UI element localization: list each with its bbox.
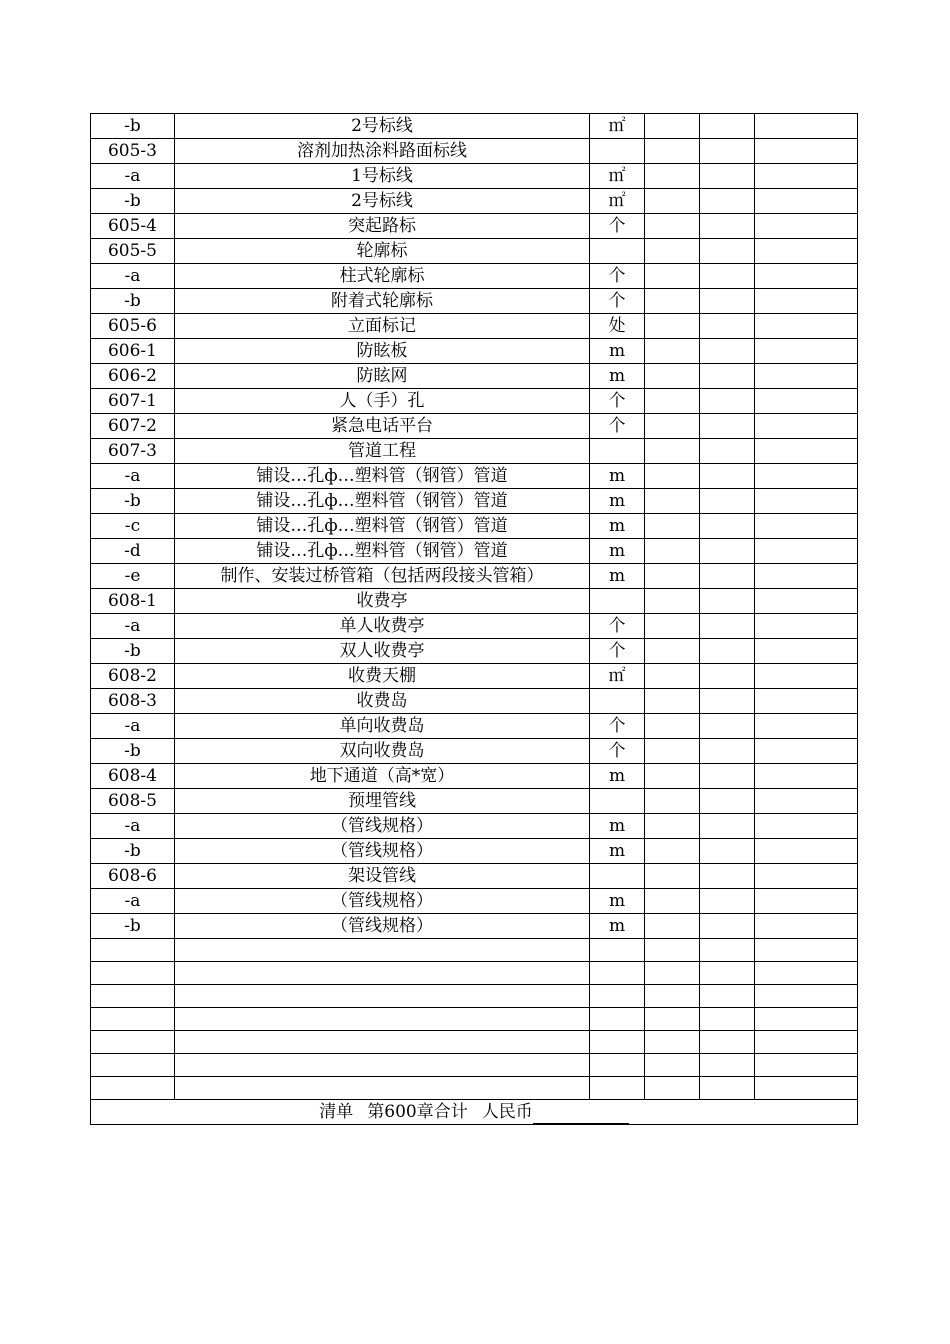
unit-price-cell — [700, 514, 755, 539]
table-row — [91, 414, 858, 439]
quantity-cell — [645, 564, 700, 589]
unit-cell: m — [590, 914, 645, 939]
quantity-cell — [645, 139, 700, 164]
amount-cell — [755, 514, 858, 539]
quantity-cell — [645, 264, 700, 289]
item-name-cell: 紧急电话平台 — [175, 414, 590, 439]
bill-of-quantities-table — [90, 113, 858, 1125]
unit-cell: m — [590, 514, 645, 539]
amount-cell — [755, 664, 858, 689]
item-name-cell: 收费亭 — [175, 589, 590, 614]
blank-cell — [590, 1054, 645, 1077]
blank-cell — [91, 985, 175, 1008]
amount-cell — [755, 489, 858, 514]
unit-cell: ㎡ — [590, 114, 645, 139]
table-row — [91, 289, 858, 314]
blank-cell — [590, 1008, 645, 1031]
blank-cell — [700, 985, 755, 1008]
item-name-cell: 单人收费亭 — [175, 614, 590, 639]
item-name-cell: 柱式轮廓标 — [175, 264, 590, 289]
amount-cell — [755, 364, 858, 389]
unit-cell: 个 — [590, 614, 645, 639]
blank-row — [91, 1008, 858, 1031]
blank-cell — [755, 962, 858, 985]
item-code-cell: 608-6 — [91, 864, 175, 889]
amount-cell — [755, 589, 858, 614]
item-name-cell: 2号标线 — [175, 114, 590, 139]
table-row — [91, 489, 858, 514]
blank-cell — [175, 939, 590, 962]
amount-cell — [755, 814, 858, 839]
unit-price-cell — [700, 339, 755, 364]
unit-cell: 个 — [590, 739, 645, 764]
table-row — [91, 539, 858, 564]
item-name-cell: 地下通道（高*宽） — [175, 764, 590, 789]
blank-cell — [700, 1054, 755, 1077]
amount-cell — [755, 314, 858, 339]
amount-cell — [755, 289, 858, 314]
amount-cell — [755, 114, 858, 139]
unit-cell: m — [590, 539, 645, 564]
blank-cell — [645, 1008, 700, 1031]
unit-price-cell — [700, 239, 755, 264]
unit-price-cell — [700, 114, 755, 139]
blank-cell — [175, 1008, 590, 1031]
quantity-cell — [645, 164, 700, 189]
unit-price-cell — [700, 489, 755, 514]
item-name-cell: 铺设…孔ф…塑料管（钢管）管道 — [175, 489, 590, 514]
unit-cell: m — [590, 814, 645, 839]
quantity-cell — [645, 864, 700, 889]
amount-cell — [755, 414, 858, 439]
total-row — [91, 1100, 858, 1125]
blank-cell — [755, 985, 858, 1008]
amount-cell — [755, 189, 858, 214]
blank-cell — [175, 1077, 590, 1100]
blank-cell — [175, 985, 590, 1008]
table-row — [91, 164, 858, 189]
quantity-cell — [645, 364, 700, 389]
item-name-cell: 铺设…孔ф…塑料管（钢管）管道 — [175, 514, 590, 539]
item-name-cell: 2号标线 — [175, 189, 590, 214]
item-code-cell: 608-1 — [91, 589, 175, 614]
unit-cell — [590, 789, 645, 814]
item-code-cell: 608-2 — [91, 664, 175, 689]
item-name-cell: 管道工程 — [175, 439, 590, 464]
table-row — [91, 889, 858, 914]
unit-price-cell — [700, 714, 755, 739]
unit-price-cell — [700, 389, 755, 414]
unit-cell: 个 — [590, 414, 645, 439]
total-cell — [91, 1100, 858, 1125]
amount-cell — [755, 214, 858, 239]
item-code-cell: -a — [91, 714, 175, 739]
blank-row — [91, 1031, 858, 1054]
quantity-cell — [645, 389, 700, 414]
blank-cell — [755, 1008, 858, 1031]
blank-cell — [700, 1008, 755, 1031]
unit-cell: 处 — [590, 314, 645, 339]
blank-row — [91, 962, 858, 985]
blank-row — [91, 985, 858, 1008]
item-name-cell: 防眩网 — [175, 364, 590, 389]
quantity-cell — [645, 889, 700, 914]
unit-cell — [590, 439, 645, 464]
unit-cell: m — [590, 464, 645, 489]
item-name-cell: 人（手）孔 — [175, 389, 590, 414]
table-row — [91, 564, 858, 589]
quantity-cell — [645, 414, 700, 439]
unit-cell: ㎡ — [590, 189, 645, 214]
unit-cell: m — [590, 839, 645, 864]
unit-cell: m — [590, 339, 645, 364]
quantity-cell — [645, 689, 700, 714]
item-name-cell: （管线规格） — [175, 814, 590, 839]
item-name-cell: （管线规格） — [175, 914, 590, 939]
quantity-cell — [645, 914, 700, 939]
unit-price-cell — [700, 564, 755, 589]
table-row — [91, 264, 858, 289]
unit-price-cell — [700, 539, 755, 564]
unit-price-cell — [700, 689, 755, 714]
item-code-cell: -c — [91, 514, 175, 539]
blank-cell — [755, 939, 858, 962]
quantity-cell — [645, 789, 700, 814]
blank-cell — [175, 1054, 590, 1077]
table-row — [91, 364, 858, 389]
blank-row — [91, 1077, 858, 1100]
item-code-cell: -b — [91, 914, 175, 939]
unit-price-cell — [700, 789, 755, 814]
unit-price-cell — [700, 864, 755, 889]
item-code-cell: -a — [91, 164, 175, 189]
unit-cell — [590, 239, 645, 264]
blank-cell — [755, 1054, 858, 1077]
blank-cell — [590, 1077, 645, 1100]
blank-cell — [590, 962, 645, 985]
item-name-cell: 立面标记 — [175, 314, 590, 339]
quantity-cell — [645, 314, 700, 339]
quantity-cell — [645, 189, 700, 214]
blank-cell — [645, 962, 700, 985]
quantity-cell — [645, 339, 700, 364]
blank-cell — [91, 1008, 175, 1031]
unit-cell: 个 — [590, 389, 645, 414]
item-name-cell: （管线规格） — [175, 839, 590, 864]
table-row — [91, 714, 858, 739]
unit-price-cell — [700, 139, 755, 164]
item-name-cell: 铺设…孔ф…塑料管（钢管）管道 — [175, 539, 590, 564]
table-row — [91, 339, 858, 364]
item-code-cell: 608-4 — [91, 764, 175, 789]
quantity-cell — [645, 464, 700, 489]
item-code-cell: 607-3 — [91, 439, 175, 464]
unit-price-cell — [700, 214, 755, 239]
blank-cell — [91, 1054, 175, 1077]
unit-cell — [590, 864, 645, 889]
quantity-cell — [645, 489, 700, 514]
blank-cell — [175, 1031, 590, 1054]
table-row — [91, 814, 858, 839]
blank-cell — [91, 962, 175, 985]
unit-price-cell — [700, 814, 755, 839]
blank-cell — [590, 939, 645, 962]
item-code-cell: 605-6 — [91, 314, 175, 339]
blank-cell — [91, 1031, 175, 1054]
quantity-cell — [645, 239, 700, 264]
table-row — [91, 864, 858, 889]
item-code-cell: -a — [91, 814, 175, 839]
item-name-cell: 防眩板 — [175, 339, 590, 364]
amount-cell — [755, 764, 858, 789]
unit-price-cell — [700, 914, 755, 939]
item-name-cell: 收费岛 — [175, 689, 590, 714]
unit-cell — [590, 689, 645, 714]
unit-cell: 个 — [590, 639, 645, 664]
blank-cell — [645, 985, 700, 1008]
blank-cell — [755, 1031, 858, 1054]
blank-row — [91, 1054, 858, 1077]
item-name-cell: （管线规格） — [175, 889, 590, 914]
table-row — [91, 764, 858, 789]
amount-cell — [755, 264, 858, 289]
quantity-cell — [645, 839, 700, 864]
item-code-cell: -d — [91, 539, 175, 564]
amount-cell — [755, 739, 858, 764]
unit-price-cell — [700, 414, 755, 439]
item-name-cell: 铺设…孔ф…塑料管（钢管）管道 — [175, 464, 590, 489]
table-row — [91, 139, 858, 164]
unit-cell: m — [590, 364, 645, 389]
item-name-cell: 制作、安装过桥管箱（包括两段接头管箱） — [175, 564, 590, 589]
quantity-cell — [645, 539, 700, 564]
unit-price-cell — [700, 614, 755, 639]
blank-cell — [645, 1031, 700, 1054]
amount-cell — [755, 864, 858, 889]
blank-cell — [91, 939, 175, 962]
quantity-cell — [645, 739, 700, 764]
unit-price-cell — [700, 164, 755, 189]
item-name-cell: 预埋管线 — [175, 789, 590, 814]
amount-cell — [755, 914, 858, 939]
amount-cell — [755, 564, 858, 589]
blank-cell — [645, 1077, 700, 1100]
amount-cell — [755, 789, 858, 814]
amount-cell — [755, 689, 858, 714]
quantity-cell — [645, 439, 700, 464]
item-name-cell: 双向收费岛 — [175, 739, 590, 764]
quantity-cell — [645, 614, 700, 639]
item-name-cell: 收费天棚 — [175, 664, 590, 689]
quantity-cell — [645, 764, 700, 789]
amount-cell — [755, 239, 858, 264]
item-code-cell: 605-3 — [91, 139, 175, 164]
quantity-cell — [645, 114, 700, 139]
unit-cell: 个 — [590, 214, 645, 239]
item-code-cell: -b — [91, 639, 175, 664]
unit-cell: m — [590, 489, 645, 514]
amount-cell — [755, 339, 858, 364]
table-row — [91, 689, 858, 714]
item-code-cell: -a — [91, 614, 175, 639]
blank-cell — [590, 1031, 645, 1054]
item-code-cell: 605-4 — [91, 214, 175, 239]
amount-cell — [755, 714, 858, 739]
table-row — [91, 589, 858, 614]
blank-cell — [645, 939, 700, 962]
item-code-cell: -a — [91, 889, 175, 914]
unit-cell: ㎡ — [590, 664, 645, 689]
item-code-cell: 607-2 — [91, 414, 175, 439]
item-name-cell: 附着式轮廓标 — [175, 289, 590, 314]
table-row — [91, 739, 858, 764]
unit-price-cell — [700, 264, 755, 289]
unit-price-cell — [700, 764, 755, 789]
table-row — [91, 664, 858, 689]
table-row — [91, 614, 858, 639]
item-name-cell: 突起路标 — [175, 214, 590, 239]
unit-cell: m — [590, 889, 645, 914]
amount-cell — [755, 889, 858, 914]
item-code-cell: 605-5 — [91, 239, 175, 264]
unit-cell: 个 — [590, 714, 645, 739]
table-row — [91, 314, 858, 339]
amount-cell — [755, 614, 858, 639]
table-row — [91, 639, 858, 664]
quantity-cell — [645, 514, 700, 539]
quantity-cell — [645, 814, 700, 839]
blank-cell — [175, 962, 590, 985]
item-name-cell: 溶剂加热涂料路面标线 — [175, 139, 590, 164]
total-label-list: 清单 — [319, 1102, 354, 1122]
amount-blank-line — [533, 1106, 629, 1124]
item-code-cell: -b — [91, 839, 175, 864]
blank-cell — [700, 939, 755, 962]
blank-cell — [700, 1031, 755, 1054]
table-row — [91, 389, 858, 414]
unit-price-cell — [700, 189, 755, 214]
table-row — [91, 839, 858, 864]
blank-cell — [755, 1077, 858, 1100]
amount-cell — [755, 139, 858, 164]
unit-price-cell — [700, 739, 755, 764]
item-code-cell: -b — [91, 189, 175, 214]
amount-cell — [755, 439, 858, 464]
item-code-cell: 608-3 — [91, 689, 175, 714]
unit-price-cell — [700, 639, 755, 664]
item-code-cell: -b — [91, 289, 175, 314]
table-row — [91, 464, 858, 489]
blank-cell — [700, 1077, 755, 1100]
item-code-cell: -e — [91, 564, 175, 589]
quantity-cell — [645, 214, 700, 239]
unit-price-cell — [700, 589, 755, 614]
amount-cell — [755, 164, 858, 189]
unit-price-cell — [700, 314, 755, 339]
amount-cell — [755, 839, 858, 864]
amount-cell — [755, 639, 858, 664]
item-code-cell: 606-2 — [91, 364, 175, 389]
item-code-cell: 607-1 — [91, 389, 175, 414]
unit-cell — [590, 589, 645, 614]
table-row — [91, 789, 858, 814]
table-row — [91, 114, 858, 139]
item-code-cell: -b — [91, 739, 175, 764]
blank-cell — [645, 1054, 700, 1077]
unit-cell: m — [590, 564, 645, 589]
unit-price-cell — [700, 364, 755, 389]
unit-price-cell — [700, 889, 755, 914]
item-name-cell: 单向收费岛 — [175, 714, 590, 739]
table-row — [91, 189, 858, 214]
blank-cell — [700, 962, 755, 985]
total-label-currency: 人民币 — [481, 1102, 533, 1122]
item-name-cell: 双人收费亭 — [175, 639, 590, 664]
quantity-cell — [645, 664, 700, 689]
amount-cell — [755, 464, 858, 489]
unit-cell — [590, 139, 645, 164]
amount-cell — [755, 389, 858, 414]
table-row — [91, 514, 858, 539]
item-name-cell: 架设管线 — [175, 864, 590, 889]
table-row — [91, 214, 858, 239]
quantity-cell — [645, 714, 700, 739]
unit-cell: 个 — [590, 289, 645, 314]
unit-cell: m — [590, 764, 645, 789]
unit-cell: 个 — [590, 264, 645, 289]
table-row — [91, 914, 858, 939]
item-name-cell: 轮廓标 — [175, 239, 590, 264]
unit-price-cell — [700, 439, 755, 464]
total-label-chapter: 第600章合计 — [367, 1102, 468, 1122]
item-code-cell: -a — [91, 464, 175, 489]
item-code-cell: 608-5 — [91, 789, 175, 814]
amount-cell — [755, 539, 858, 564]
unit-cell: ㎡ — [590, 164, 645, 189]
blank-cell — [590, 985, 645, 1008]
table-row — [91, 239, 858, 264]
table-row — [91, 439, 858, 464]
blank-row — [91, 939, 858, 962]
unit-price-cell — [700, 464, 755, 489]
quantity-cell — [645, 639, 700, 664]
blank-cell — [91, 1077, 175, 1100]
unit-price-cell — [700, 839, 755, 864]
unit-price-cell — [700, 289, 755, 314]
item-code-cell: -b — [91, 489, 175, 514]
quantity-cell — [645, 589, 700, 614]
item-code-cell: 606-1 — [91, 339, 175, 364]
item-code-cell: -b — [91, 114, 175, 139]
unit-price-cell — [700, 664, 755, 689]
quantity-cell — [645, 289, 700, 314]
table-body — [91, 114, 858, 1100]
item-code-cell: -a — [91, 264, 175, 289]
item-name-cell: 1号标线 — [175, 164, 590, 189]
